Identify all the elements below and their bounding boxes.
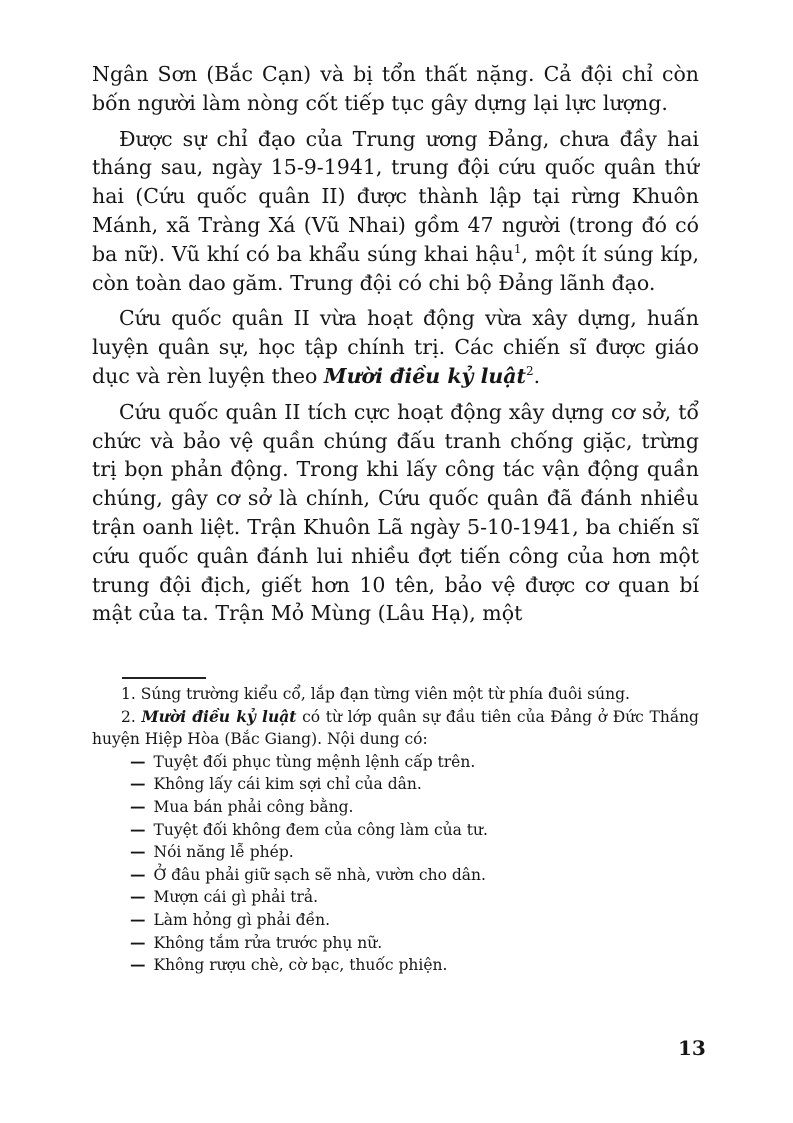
footnotes: [92, 683, 699, 977]
footnote-ref-2: 2: [526, 364, 534, 379]
list-item: — Mua bán phải công bằng.: [130, 796, 354, 816]
footnote-ref-1: 1: [513, 241, 522, 256]
list-item: — Ở đâu phải giữ sạch sẽ nhà, vườn cho dân.: [130, 864, 486, 884]
footnote-2-title: Mười điều kỷ luật: [141, 706, 297, 726]
list-item: — Mượn cái gì phải trả.: [130, 887, 319, 907]
italic-title: Mười điều kỷ luật: [323, 363, 527, 388]
list-item: — Không rượu chè, cờ bạc, thuốc phiện.: [130, 955, 448, 975]
list-item: — Nói năng lễ phép.: [130, 842, 294, 862]
list-item: — Không tắm rửa trước phụ nữ.: [130, 932, 383, 952]
paragraph-2: Được sự chỉ đạo của Trung ương Đảng, chưa đầy hai tháng sau, ngày 15-9-1941, trung đội cứu quốc quân thứ hai (Cứu quốc quân II) được thành lập tại rừng Khuôn Mánh, xã Tràng Xá (Vũ Nhai) gồm 47 người (trong đó có ba nữ). Vũ khí có ba khẩu súng khai hậu$^1$, một ít súng kíp, còn toàn dao găm. Trung đội có chi bộ Đảng lãnh đạo.: [92, 126, 699, 295]
list-item: — Không lấy cái kim sợi chỉ của dân.: [130, 774, 422, 794]
footnote-1: 1. Súng trường kiểu cổ, lắp đạn từng viên một từ phía đuôi súng.: [121, 685, 630, 703]
page-number: 13: [678, 1036, 706, 1060]
list-item: — Tuyệt đối không đem của công làm của tư.: [130, 819, 488, 839]
paragraph-4: Cứu quốc quân II tích cực hoạt động xây dựng cơ sở, tổ chức và bảo vệ quần chúng đấu tranh chống giặc, trừng trị bọn phản động. Trong khi lấy công tác vận động quần chúng, gây cơ sở là chính, Cứu quốc quân đã đánh nhiều trận oanh liệt. Trận Khuôn Lã ngày 5-10-1941, ba chiến sĩ cứu quốc quân đánh lui nhiều đợt tiến công của hơn một trung đội địch, giết hơn 10 tên, bảo vệ được cơ quan bí mật của ta. Trận Mỏ Mùng (Lâu Hạ), một: [92, 399, 699, 626]
paragraph-1: Ngân Sơn (Bắc Cạn) và bị tổn thất nặng. Cả đội chỉ còn bốn người làm nòng cốt tiếp tục gây dựng lại lực lượng.: [92, 62, 699, 115]
list-item: — Tuyệt đối phục tùng mệnh lệnh cấp trên.: [130, 751, 476, 771]
list-item: — Làm hỏng gì phải đền.: [130, 909, 331, 929]
discipline-list: [92, 751, 699, 977]
footnote-2: 2. Mười điều kỷ luật có từ lớp quân sự đầu tiên của Đảng ở Đức Thắng huyện Hiệp Hòa (Bắc Giang). Nội dung có:: [92, 706, 699, 749]
main-text: [92, 60, 699, 635]
footnote-divider: [122, 677, 206, 679]
paragraph-3: Cứu quốc quân II vừa hoạt động vừa xây dựng, huấn luyện quân sự, học tập chính trị. Các chiến sĩ được giáo dục và rèn luyện theo Mười điều kỷ luật$^2$.: [92, 306, 699, 388]
